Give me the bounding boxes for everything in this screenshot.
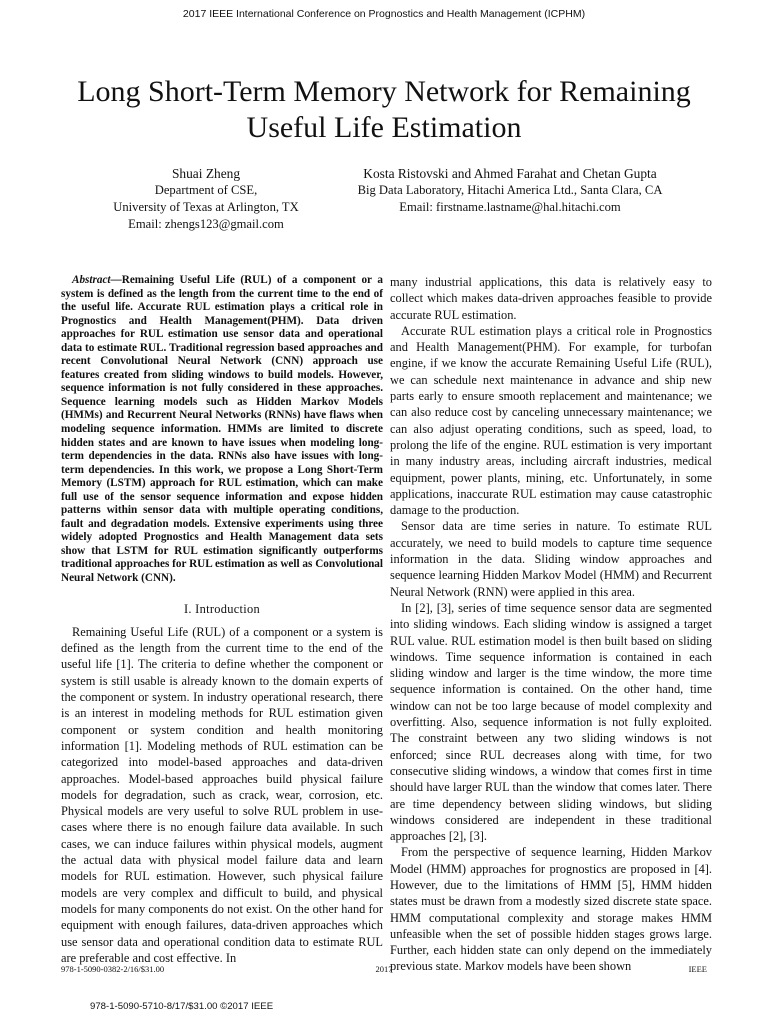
left-column bbox=[61, 274, 383, 966]
author-block-2 bbox=[326, 165, 694, 216]
body-paragraph: many industrial applications, this data is relatively easy to collect which makes data-driven approaches feasible to provide accurate RUL estimation. bbox=[390, 275, 712, 322]
author-email: Email: firstname.lastname@hal.hitachi.com bbox=[399, 200, 621, 214]
body-paragraph: Accurate RUL estimation plays a critical role in Prognostics and Health Management(PHM). For example, for turbofan engine, if we know the accurate Remaining Useful Life (RUL), we can schedule next maintenance in advance and ship new parts early to ensure smooth replacement and maintenance; we can also reduce cost by canceling unnecessary maintenance; we can also adjust operating conditions, such as speed, load, to prolong the life of the engine. RUL estimation is very important in many industry areas, including aircraft industries, medical equipment, power plants, mining, etc. Unfortunately, in some applications, inaccurate RUL estimation may cause catastrophic damage to the production. bbox=[390, 323, 712, 518]
footer-isbn: 978-1-5090-0382-2/16/$31.00 bbox=[61, 964, 165, 974]
footer-year: 2017 bbox=[375, 964, 393, 974]
author-name: Shuai Zheng bbox=[171, 166, 241, 181]
author-affiliation: University of Texas at Arlington, TX bbox=[113, 200, 299, 214]
body-paragraph: From the perspective of sequence learning, Hidden Markov Model (HMM) approaches for prognostics are proposed in [4]. However, due to the limitations of HMM [5], HMM hidden states must be drawn from a modestly sized discrete state space. HMM computational complexity and storage makes HMM unfeasible when the set of possible hidden stages grows large. Further, each hidden state can only depend on the immediately previous state. Markov models have been shown bbox=[390, 845, 712, 974]
abstract-label: Abstract bbox=[72, 274, 111, 286]
body-paragraph: In [2], [3], series of time sequence sensor data are segmented into sliding windows. Each sliding window is assigned a target RUL value. RUL estimation model is then built based on sliding windows. Time sequence information is contained in each sliding window and larger is the time window, the more time sequence information is contained. On the other hand, time window can not be too large because of model complexity and overfitting. Also, sequence information is not fully exploited. The constraint between any two sliding windows is not enforced; since RUL decreases along with time, for two consecutive sliding windows, a window that comes first in time should have larger RUL than the window that comes later. There are time dependency between sliding windows, but sliding windows considered are independent in these traditional approaches [2], [3]. bbox=[390, 600, 712, 844]
right-column bbox=[390, 274, 712, 975]
author-email: Email: zhengs123@gmail.com bbox=[128, 217, 284, 231]
body-paragraph: Sensor data are time series in nature. To estimate RUL accurately, we need to build models to capture time sequence information in the data. Sliding window approaches and sequence learning Hidden Markov Model (HMM) and Recurrent Neural Network (RNN) were applied in this area. bbox=[390, 519, 712, 599]
body-paragraph: Remaining Useful Life (RUL) of a component or a system is defined as the length from the current time to the end of the useful life [1]. The criteria to define whether the component or system is still usable is already known to the domain experts of the component or system. In industry operational research, there is an interest in modeling methods for RUL estimation given component or system condition and health monitoring information [1]. Modeling methods of RUL estimation can be categorized into model-based approaches and data-driven approaches. Model-based approaches build physical failure models for degradation, such as crack, wear, corrosion, etc. Physical models are very useful to solve RUL problem in use-cases where there is no enough failure data available. In such cases, we can induce failures within physical models, augment the actual data with physical model failure data and learn models for RUL estimation. However, such physical failure models are very complex and difficult to build, and physical models for many components do not exist. On the other hand for equipment with enough failures, data-driven approaches which use sensor data and operational condition data to estimate RUL are preferable and cost effective. In bbox=[61, 624, 383, 965]
author-affiliation: Big Data Laboratory, Hitachi America Ltd., Santa Clara, CA bbox=[357, 183, 663, 197]
conference-header: 2017 IEEE International Conference on Prognostics and Health Management (ICPHM) bbox=[182, 8, 586, 20]
copyright-line: 978-1-5090-5710-8/17/$31.00 ©2017 IEEE bbox=[90, 1001, 274, 1012]
author-name: Kosta Ristovski and Ahmed Farahat and Chetan Gupta bbox=[363, 166, 657, 181]
abstract-text: Remaining Useful Life (RUL) of a component or a system is defined as the length from the current time to the end of the useful life. Accurate RUL estimation plays a critical role in Prognostics and Health Management(PHM). Data driven approaches for RUL estimation use sensor data and operational data to estimate RUL. Traditional regression based approaches and recent Convolutional Neural Network (CNN) approach use features created from sliding windows to build models. However, sequence information is not fully considered in these approaches. Sequence learning models such as Hidden Markov Models (HMMs) and Recurrent Neural Networks (RNNs) have flaws when modeling sequence information. HMMs are limited to discrete hidden states and are known to have issues when modeling long-term dependencies in the data. RNNs also have issues with long-term dependencies. In this work, we propose a Long Short-Term Memory (LSTM) approach for RUL estimation, which can make full use of the sensor sequence information and expose hidden patterns within sensor data with multiple operating conditions, fault and degradation models. Extensive experiments using three widely adopted Prognostics and Health Management data sets show that LSTM for RUL estimation significantly outperforms traditional approaches for RUL estimation as well as Convolutional Neural Network (CNN). bbox=[61, 274, 383, 585]
author-affiliation: Department of CSE, bbox=[154, 183, 258, 197]
footer-publisher: IEEE bbox=[688, 964, 707, 974]
section-heading: I. Introduction bbox=[183, 601, 261, 616]
author-block-1 bbox=[88, 165, 324, 233]
abstract: Abstract—Remaining Useful Life (RUL) of a component or a system is defined as the length from the current time to the end of the useful life. Accurate RUL estimation plays a critical role in Prognostics and Health Management(PHM). Data driven approaches for RUL estimation use sensor data and operational data to estimate RUL. Traditional regression based approaches and recent Convolutional Neural Network (CNN) approach use features created from sliding windows to build models. However, sequence information is not fully considered in these approaches. Sequence learning models such as Hidden Markov Models (HMMs) and Recurrent Neural Networks (RNNs) have flaws when modeling sequence information. HMMs are limited to discrete hidden states and are known to have issues when modeling long-term dependencies in the data. RNNs also have issues with long-term dependencies. In this work, we propose a Long Short-Term Memory (LSTM) approach for RUL estimation, which can make full use of the sensor sequence information and expose hidden patterns within sensor data with multiple operating conditions, fault and degradation models. Extensive experiments using three widely adopted Prognostics and Health Management data sets show that LSTM for RUL estimation significantly outperforms traditional approaches for RUL estimation as well as Convolutional Neural Network (CNN). bbox=[61, 274, 383, 585]
paper-title: Long Short-Term Memory Network for Remaining Useful Life Estimation bbox=[77, 75, 691, 144]
